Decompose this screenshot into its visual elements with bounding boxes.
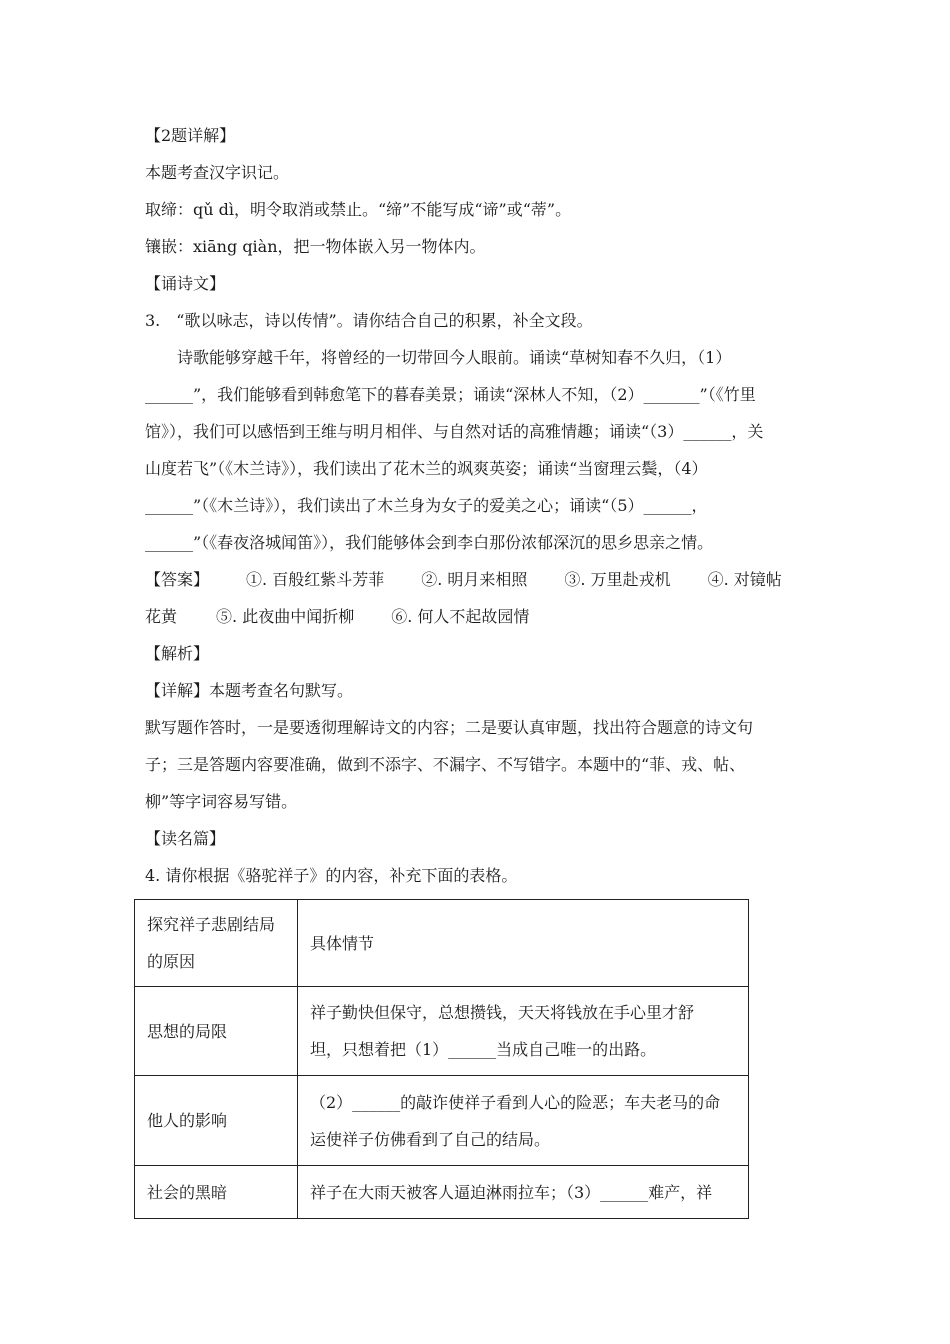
answer-item: ④. 对镜帖 — [707, 570, 782, 589]
answer-line — [145, 607, 810, 627]
q2-explanation-line: 取缔：qǔ dì，明令取消或禁止。“缔”不能写成“谛”或“蒂”。 — [145, 200, 572, 219]
q3-paragraph-line: ______”（《春夜洛城闻笛》），我们能够体会到李白那份浓郁深沉的思乡思亲之情。 — [145, 533, 714, 552]
explanation-line: 默写题作答时，一是要透彻理解诗文的内容；二是要认真审题，找出符合题意的诗文句 — [145, 718, 754, 737]
table-cell: 社会的黑暗 — [135, 1166, 298, 1219]
q3-paragraph-line: 诗歌能够穿越千年，将曾经的一切带回今人眼前。诵读“草树知春不久归，（1） — [177, 348, 732, 367]
cell-text: 运使祥子仿佛看到了自己的结局。 — [310, 1129, 551, 1149]
section-heading-reading: 【读名篇】 — [145, 829, 226, 848]
answer-label: 【答案】 — [145, 570, 210, 589]
cell-text: 坦，只想着把（1）______当成自己唯一的出路。 — [310, 1040, 657, 1059]
q3-paragraph-line: 馆》），我们可以感悟到王维与明月相伴、与自然对话的高雅情趣；诵读“（3）______，关 — [145, 422, 764, 441]
table-cell — [298, 1166, 749, 1219]
q2-detail-heading: 【2题详解】 — [145, 126, 236, 145]
q3-paragraph-line: ______”（《木兰诗》），我们读出了木兰身为女子的爱美之心；诵读“（5）______， — [145, 496, 708, 515]
camel-xiangzi-table — [134, 899, 749, 1219]
explanation-line: 子；三是答题内容要准确，做到不添字、不漏字、不写错字。本题中的“菲、戎、帖、 — [145, 755, 746, 774]
table-row — [135, 1166, 749, 1219]
answer-item-continued: 花黄 — [145, 607, 178, 626]
table-cell: 思想的局限 — [135, 987, 298, 1076]
q3-paragraph-line: ______”，我们能够看到韩愈笔下的暮春美景；诵读“深林人不知，（2）_______”（《竹里 — [145, 385, 756, 404]
table-header-cell — [298, 900, 749, 987]
explanation-line: 柳”等字词容易写错。 — [145, 792, 298, 811]
table-cell — [298, 1076, 749, 1166]
answer-item: ①. 百般红紫斗芳菲 — [246, 570, 385, 589]
answer-item: ③. 万里赴戎机 — [564, 570, 671, 589]
q2-explanation-line: 镶嵌：xiāng qiàn，把一物体嵌入另一物体内。 — [145, 237, 486, 256]
answer-item: ⑥. 何人不起故园情 — [391, 607, 530, 626]
q3-paragraph-line: 山度若飞”（《木兰诗》），我们读出了花木兰的飒爽英姿；诵读“当窗理云鬓，（4） — [145, 459, 708, 478]
table-header-row — [135, 900, 749, 987]
cell-text: 祥子勤快但保守，总想攒钱，天天将钱放在手心里才舒 — [310, 1003, 695, 1022]
q4-prompt: 4. 请你根据《骆驼祥子》的内容，补充下面的表格。 — [145, 866, 518, 885]
q2-intro: 本题考查汉字识记。 — [145, 163, 290, 182]
table-cell — [298, 987, 749, 1076]
cell-text: 祥子在大雨天被客人逼迫淋雨拉车；（3）______难产，祥 — [310, 1182, 713, 1202]
answer-item: ⑤. 此夜曲中闻折柳 — [216, 607, 355, 626]
answer-item: ②. 明月来相照 — [421, 570, 528, 589]
header-text: 具体情节 — [310, 933, 375, 953]
header-text: 探究祥子悲剧结局 — [147, 915, 276, 934]
q3-prompt: 3. “歌以咏志，诗以传情”。请你结合自己的积累，补全文段。 — [145, 311, 593, 330]
analysis-label: 【解析】 — [145, 644, 210, 663]
cell-text: （2）______的敲诈使祥子看到人心的险恶；车夫老马的命 — [310, 1092, 721, 1112]
table-row — [135, 1076, 749, 1166]
header-text: 的原因 — [147, 952, 196, 971]
answer-line — [145, 570, 810, 590]
detail-line: 【详解】本题考查名句默写。 — [145, 681, 354, 700]
table-row — [135, 987, 749, 1076]
table-header-cell — [135, 900, 298, 987]
section-heading-poem: 【诵诗文】 — [145, 274, 226, 293]
table-cell: 他人的影响 — [135, 1076, 298, 1166]
